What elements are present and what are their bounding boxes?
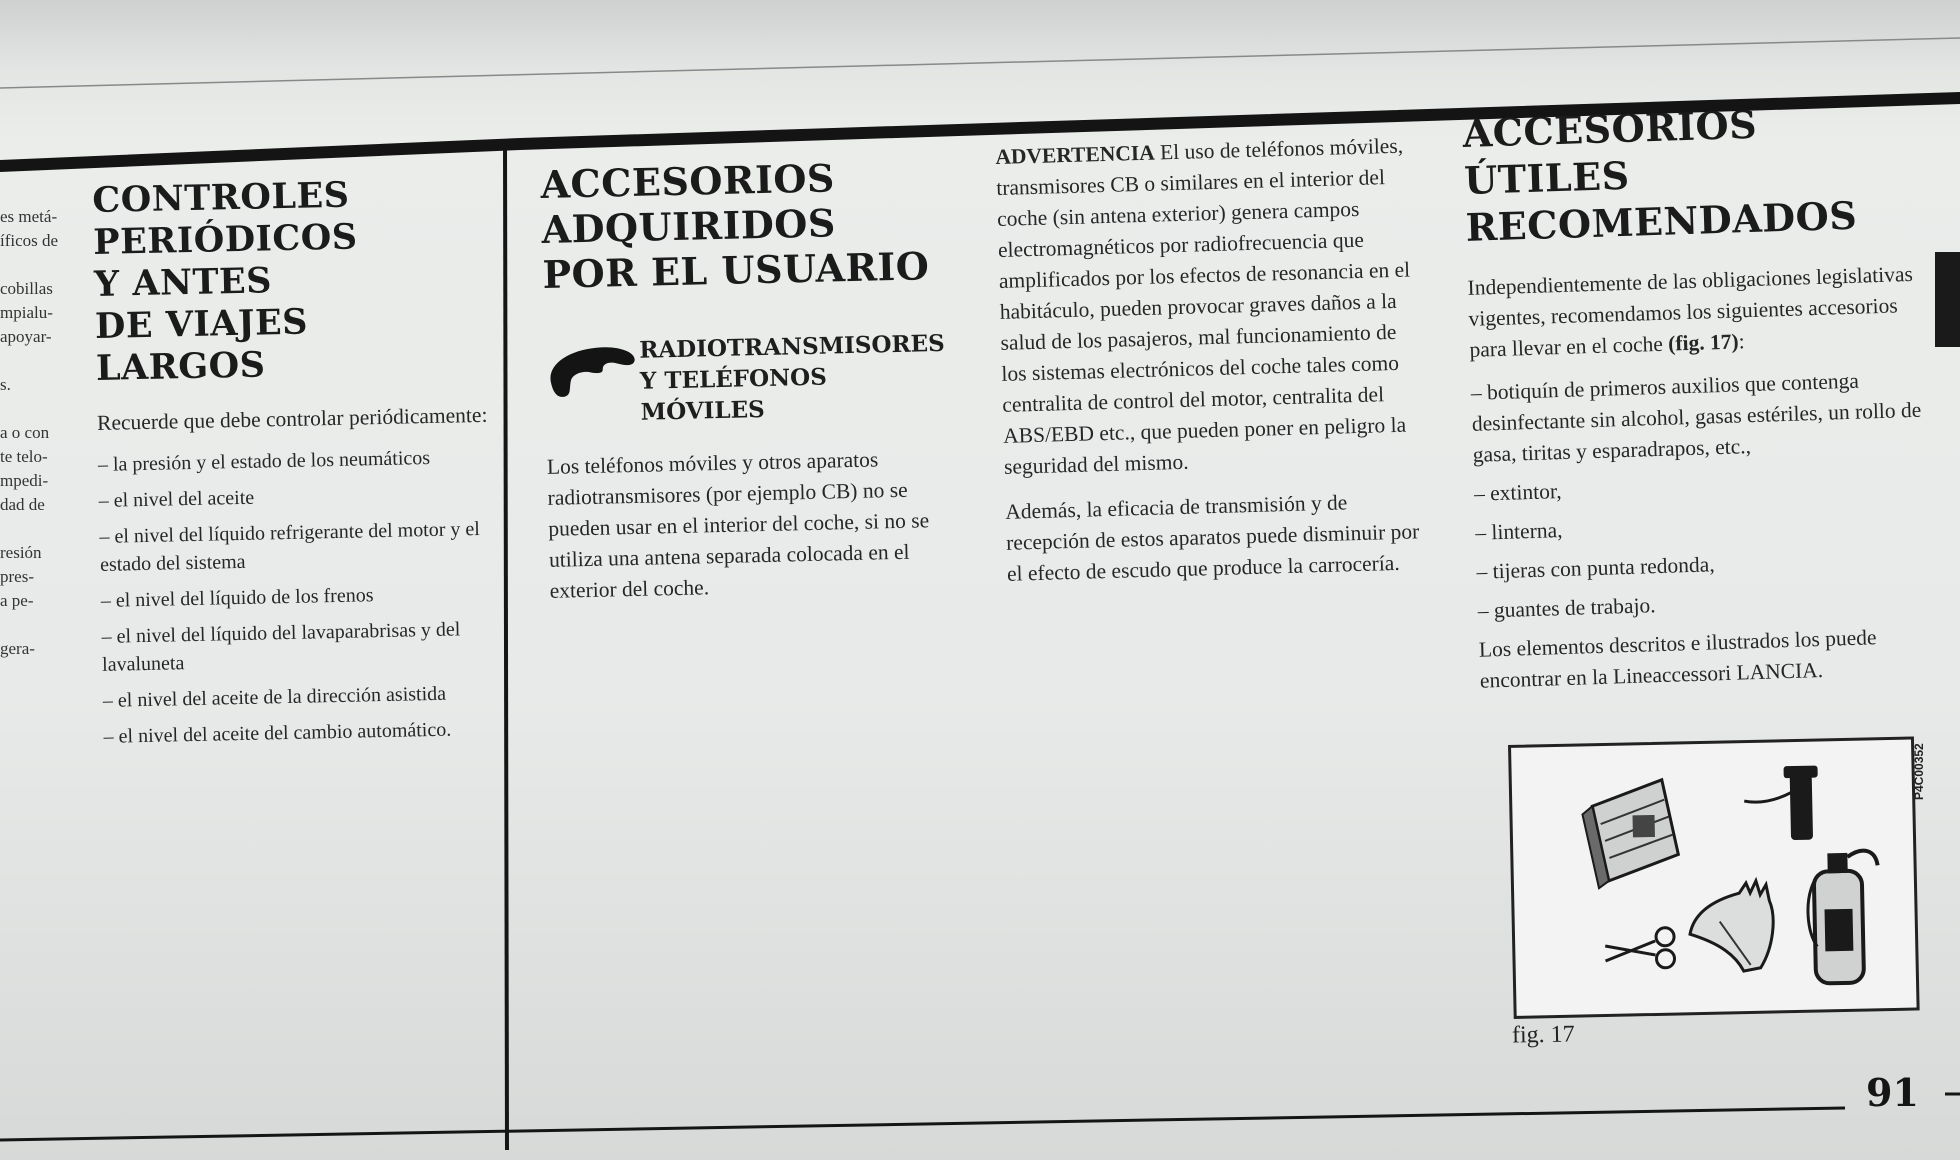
heading-line: CONTROLES — [92, 174, 350, 221]
fragment-line: mpedi- — [0, 471, 49, 490]
figure-caption: fig. 17 — [1511, 1021, 1575, 1049]
check-item: – el nivel del líquido refrigerante del motor y el estado del sistema — [99, 517, 481, 576]
check-item: – el nivel del aceite — [98, 486, 255, 512]
fragment-line: a o con — [0, 423, 50, 442]
warning-label: ADVERTENCIA — [995, 140, 1156, 169]
section-heading — [540, 153, 953, 297]
left-text-fragments — [0, 205, 75, 661]
fragment-line: dad de — [0, 495, 45, 514]
check-item: – el nivel del líquido del lavaparabrisas y del lavaluneta — [101, 618, 461, 676]
closing-paragraph: Los elementos descritos e ilustrados los puede encontrar en la Lineaccessori LANCIA. — [1478, 625, 1877, 693]
fragment-line: íficos de — [0, 231, 59, 250]
chapter-tab-marker — [1935, 252, 1960, 347]
figure-17 — [1508, 736, 1920, 1018]
fire-extinguisher-icon — [1807, 850, 1880, 983]
figure-illustration — [1511, 740, 1917, 1016]
check-item: – el nivel del aceite del cambio automático. — [103, 718, 452, 748]
heading-line: POR EL USUARIO — [542, 243, 930, 297]
subheading-line: RADIOTRANSMISORES — [638, 329, 946, 364]
heading-line: DE VIAJES LARGOS — [94, 301, 309, 389]
section-intro — [1467, 259, 1925, 366]
check-item: – la presión y el estado de los neumáticos — [97, 446, 431, 476]
heading-line: ACCESORIOS — [1462, 101, 1758, 156]
subheading-line: Y TELÉFONOS — [639, 363, 828, 395]
heading-line: ADQUIRIDOS — [541, 200, 837, 252]
section-recommended-accessories — [1462, 96, 1936, 709]
scissors-icon — [1605, 928, 1675, 969]
check-item: – el nivel del líquido de los frenos — [100, 584, 374, 612]
first-aid-kit-icon — [1582, 779, 1679, 888]
intro-text: Independientemente de las obligaciones legislativas vigentes, recomendamos los siguientes accesorios para llevar en el coche — [1467, 261, 1914, 362]
heading-line: ACCESORIOS — [540, 155, 836, 207]
fragment-line: s. — [0, 375, 11, 394]
figure-reference: (fig. 17) — [1667, 329, 1739, 356]
warning-paragraph — [995, 130, 1429, 483]
fragment-gap — [0, 253, 75, 277]
accessory-item: – guantes de trabajo. — [1477, 593, 1656, 623]
gloves-icon — [1689, 880, 1774, 972]
subsection-heading — [639, 328, 947, 428]
section-intro: Recuerde que debe controlar periódicamente: — [96, 402, 488, 435]
subsection-header — [544, 328, 956, 430]
check-item: – el nivel del aceite de la dirección asistida — [102, 682, 447, 712]
fragment-gap — [0, 517, 75, 541]
fragment-line: apoyar- — [0, 327, 52, 346]
fragment-line: es metá- — [0, 207, 58, 226]
fragment-line: a pe- — [0, 591, 34, 610]
section-heading — [92, 172, 491, 390]
section-heading — [1462, 96, 1921, 251]
fragment-line: pres- — [0, 567, 34, 586]
heading-line: Y ANTES — [93, 260, 273, 305]
page-number: 91 — [1866, 1070, 1919, 1115]
figure-code: P4C00352 — [1912, 743, 1926, 800]
fragment-line: mpialu- — [0, 303, 53, 322]
intro-end: : — [1738, 329, 1745, 354]
accessory-item: – extintor, — [1473, 479, 1562, 506]
fragment-gap — [0, 397, 75, 421]
paragraph: Además, la eficacia de transmisión y de recepción de estos aparatos puede disminuir por el efecto de escudo que produce la carrocería. — [1004, 490, 1420, 586]
flashlight-icon — [1744, 766, 1820, 842]
accessory-item: – linterna, — [1474, 518, 1563, 545]
accessory-item: – botiquín de primeros auxilios que contenga desinfectante sin alcohol, gasas estériles, un rollo de gasa, tiritas y esparadrapos, etc., — [1470, 368, 1922, 467]
warning-column — [995, 130, 1433, 604]
fragment-gap — [0, 349, 75, 373]
fragment-line: gera- — [0, 639, 35, 658]
telephone-handset-icon — [544, 343, 641, 415]
accessory-item: – tijeras con punta redonda, — [1476, 552, 1715, 584]
fragment-line: cobillas — [0, 279, 53, 298]
fragment-line: resión — [0, 543, 42, 562]
heading-line: ÚTILES — [1463, 152, 1631, 203]
heading-line: PERIÓDICOS — [92, 216, 358, 263]
subheading-line: MÓVILES — [640, 395, 765, 426]
fragment-line: te telo- — [0, 447, 48, 466]
section-periodic-checks — [92, 172, 499, 759]
section-user-accessories — [540, 153, 960, 607]
warning-text: El uso de teléfonos móviles, transmisores CB o similares en el interior del coche (sin antena exterior) genera campos electromagnéticos por radiofrecuencia que amplificados por los efectos de resonancia en el habitáculo, pueden provocar graves daños a la salud de los pasajeros, mal funcionamiento de los sistemas electrónicos del coche tales como centralita de control del motor, centralita del ABS/EBD etc., que pueden poner en peligro la seguridad del mismo. — [995, 133, 1411, 479]
heading-line: RECOMENDADOS — [1464, 192, 1858, 250]
fragment-gap — [0, 613, 75, 637]
subsection-body: Los teléfonos móviles y otros aparatos radiotransmisores (por ejemplo CB) no se pueden usar en el interior del coche, si no se utiliza una antena separada colocada en el exterior del coche. — [546, 447, 930, 603]
